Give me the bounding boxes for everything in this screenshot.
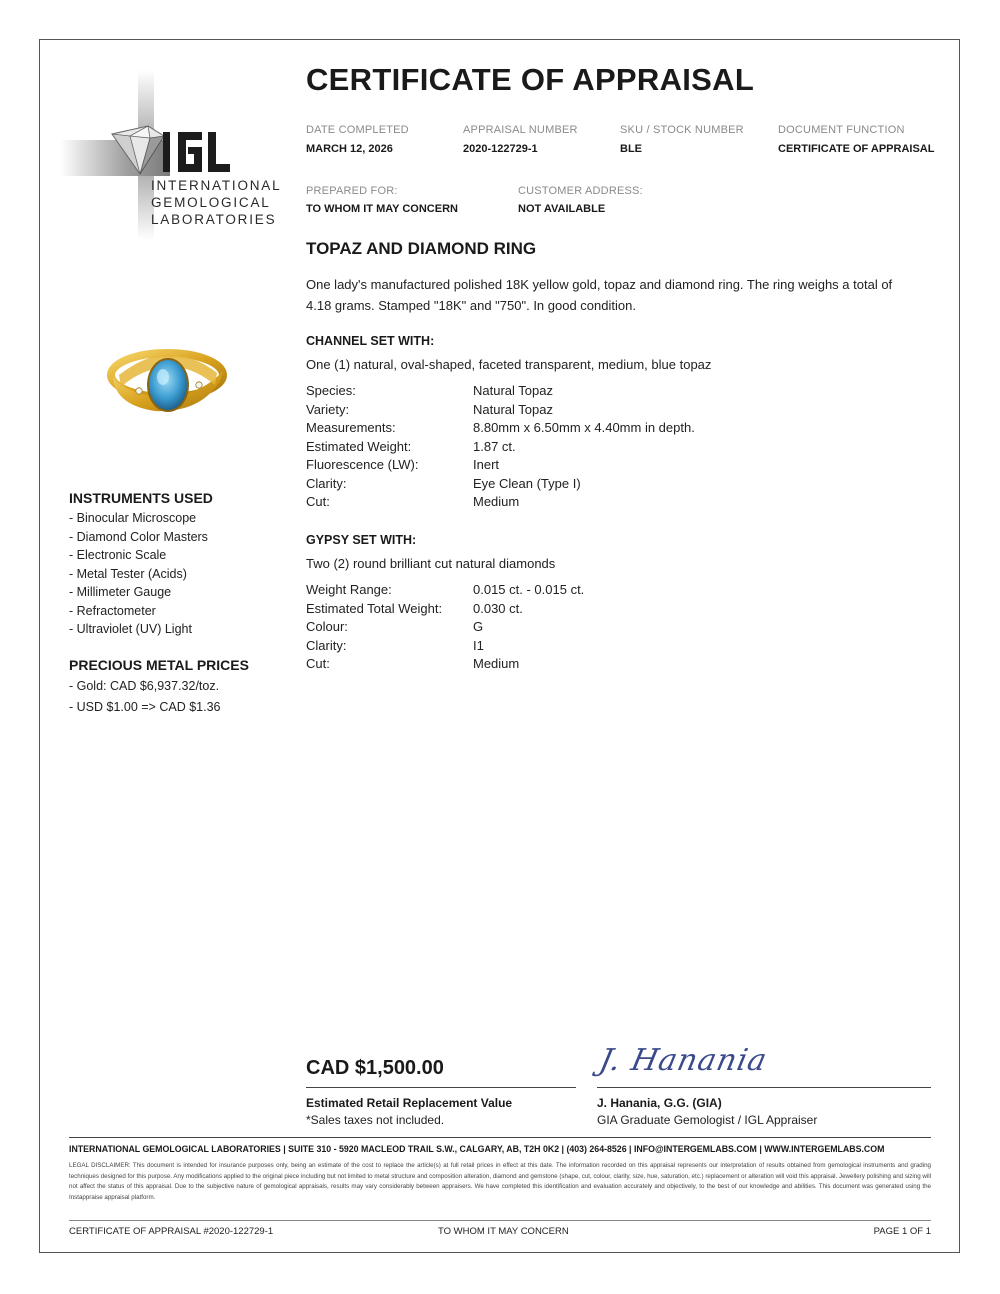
instrument-item: - Millimeter Gauge [69, 585, 172, 599]
item-description [306, 274, 892, 316]
detail-key: Measurements: [306, 420, 396, 435]
detail-key: Variety: [306, 401, 350, 417]
metal-price-item: - USD $1.00 => CAD $1.36 [69, 700, 221, 714]
instruments-list [69, 509, 208, 639]
instrument-item: - Metal Tester (Acids) [69, 566, 187, 581]
page-title: CERTIFICATE OF APPRAISAL [306, 62, 755, 97]
valuation-amount: CAD $1,500.00 [306, 1057, 444, 1079]
detail-key: Cut: [306, 494, 330, 509]
logo-line-2: GEMOLOGICAL [151, 195, 271, 210]
legal-disclaimer: LEGAL DISCLAIMER: This document is intended for insurance purposes only, being an estimate of the cost to replace the article(s) at full retail prices in effect at this date. The information recorded on this appraisal represents our interpretation of results obtained from gemological instruments and grading techniques designed for this purpose. Any modifications applied to the original piece including but not limited to metal structure and composition alteration, diamond and gemstone (shape, cut, colour, clarity, size, hue, saturation, etc.) replacement or alteration will void this appraisal. Jewellery polishing and sizing will not affect the status of this appraisal. Due to the subjective nature of gemological appraisals, results may vary considerably between appraisers. We have completed this identification and evaluation accurately and objectively, to the best of our knowledge and abilities. This document was generated using the Instappraise appraisal platform. [69, 1162, 931, 1201]
valuation-label: Estimated Retail Replacement Value [306, 1096, 513, 1110]
detail-value: G [473, 619, 484, 634]
appraiser-title: GIA Graduate Gemologist / IGL Appraiser [597, 1113, 818, 1127]
customer-address-value: NOT AVAILABLE [518, 203, 606, 215]
date-completed-value: MARCH 12, 2026 [306, 143, 393, 155]
instruments-heading: INSTRUMENTS USED [69, 490, 213, 506]
metal-prices-list [69, 676, 220, 718]
logo-text [151, 177, 282, 228]
item-description-line-1: One lady's manufactured polished 18K yellow gold, topaz and diamond ring. The ring weighs a total of [306, 277, 893, 292]
document-function-label: DOCUMENT FUNCTION [778, 124, 905, 136]
appraiser-signature: J. Hanania [596, 1043, 771, 1078]
detail-value: Medium [473, 494, 520, 509]
logo-line-1: INTERNATIONAL [151, 178, 282, 193]
detail-key: Estimated Weight: [306, 438, 412, 454]
detail-key: Species: [306, 383, 356, 398]
detail-value: Inert [473, 457, 500, 472]
detail-value: Natural Topaz [473, 401, 553, 417]
sku-label: SKU / STOCK NUMBER [620, 124, 744, 136]
detail-value: 0.030 ct. [473, 600, 523, 616]
valuation-divider [306, 1087, 576, 1088]
detail-value: Eye Clean (Type I) [473, 475, 581, 491]
instrument-item: - Refractometer [69, 603, 156, 618]
detail-key: Estimated Total Weight: [306, 600, 443, 616]
ring-illustration [105, 325, 230, 440]
footer-certificate-number: CERTIFICATE OF APPRAISAL #2020-122729-1 [69, 1226, 274, 1237]
footer-bottom-divider [69, 1220, 931, 1221]
channel-set-summary: One (1) natural, oval-shaped, faceted transparent, medium, blue topaz [306, 357, 712, 372]
detail-value: 1.87 ct. [473, 438, 516, 454]
instrument-item: - Binocular Microscope [69, 511, 197, 525]
document-function-value: CERTIFICATE OF APPRAISAL [778, 143, 935, 155]
appraiser-name: J. Hanania, G.G. (GIA) [597, 1096, 722, 1110]
detail-value: I1 [473, 637, 484, 653]
gypsy-set-heading: GYPSY SET WITH: [306, 533, 417, 547]
metal-price-item: - Gold: CAD $6,937.32/toz. [69, 679, 220, 693]
footer-page-number: PAGE 1 OF 1 [873, 1226, 931, 1237]
logo-line-3: LABORATORIES [151, 212, 277, 227]
signature-divider [597, 1087, 931, 1088]
prepared-for-value: TO WHOM IT MAY CONCERN [306, 203, 458, 215]
detail-value: 8.80mm x 6.50mm x 4.40mm in depth. [473, 420, 695, 435]
gypsy-set-summary: Two (2) round brilliant cut natural diamonds [306, 556, 556, 571]
appraisal-number-label: APPRAISAL NUMBER [463, 124, 578, 136]
channel-set-heading: CHANNEL SET WITH: [306, 334, 435, 348]
item-description-line-2: 4.18 grams. Stamped "18K" and "750". In good condition. [306, 298, 636, 313]
metal-prices-heading: PRECIOUS METAL PRICES [69, 657, 249, 673]
company-info-line: INTERNATIONAL GEMOLOGICAL LABORATORIES | SUITE 310 - 5920 MACLEOD TRAIL S.W., CALGARY, AB, T2H 0K2 | (403) 264-8526 | INFO@INTERGEMLABS.COM | WWW.INTERGEMLABS.COM [69, 1144, 885, 1154]
valuation-note: *Sales taxes not included. [306, 1113, 445, 1127]
detail-key: Weight Range: [306, 582, 392, 597]
instrument-item: - Diamond Color Masters [69, 529, 208, 544]
sku-value: BLE [620, 143, 642, 155]
detail-key: Fluorescence (LW): [306, 457, 419, 472]
detail-value: Natural Topaz [473, 383, 553, 398]
detail-key: Clarity: [306, 475, 347, 491]
appraisal-number-value: 2020-122729-1 [463, 143, 538, 155]
ring-photo [105, 325, 230, 440]
detail-value: 0.015 ct. - 0.015 ct. [473, 582, 585, 597]
prepared-for-label: PREPARED FOR: [306, 185, 398, 197]
instrument-item: - Electronic Scale [69, 548, 167, 562]
date-completed-label: DATE COMPLETED [306, 124, 409, 136]
detail-key: Colour: [306, 619, 348, 634]
footer-recipient: TO WHOM IT MAY CONCERN [438, 1226, 569, 1237]
customer-address-label: CUSTOMER ADDRESS: [518, 185, 643, 197]
footer-top-divider [69, 1137, 931, 1138]
detail-key: Clarity: [306, 637, 347, 653]
detail-value: Medium [473, 656, 520, 671]
detail-key: Cut: [306, 656, 330, 671]
instrument-item: - Ultraviolet (UV) Light [69, 622, 192, 636]
item-heading: TOPAZ AND DIAMOND RING [306, 239, 537, 258]
